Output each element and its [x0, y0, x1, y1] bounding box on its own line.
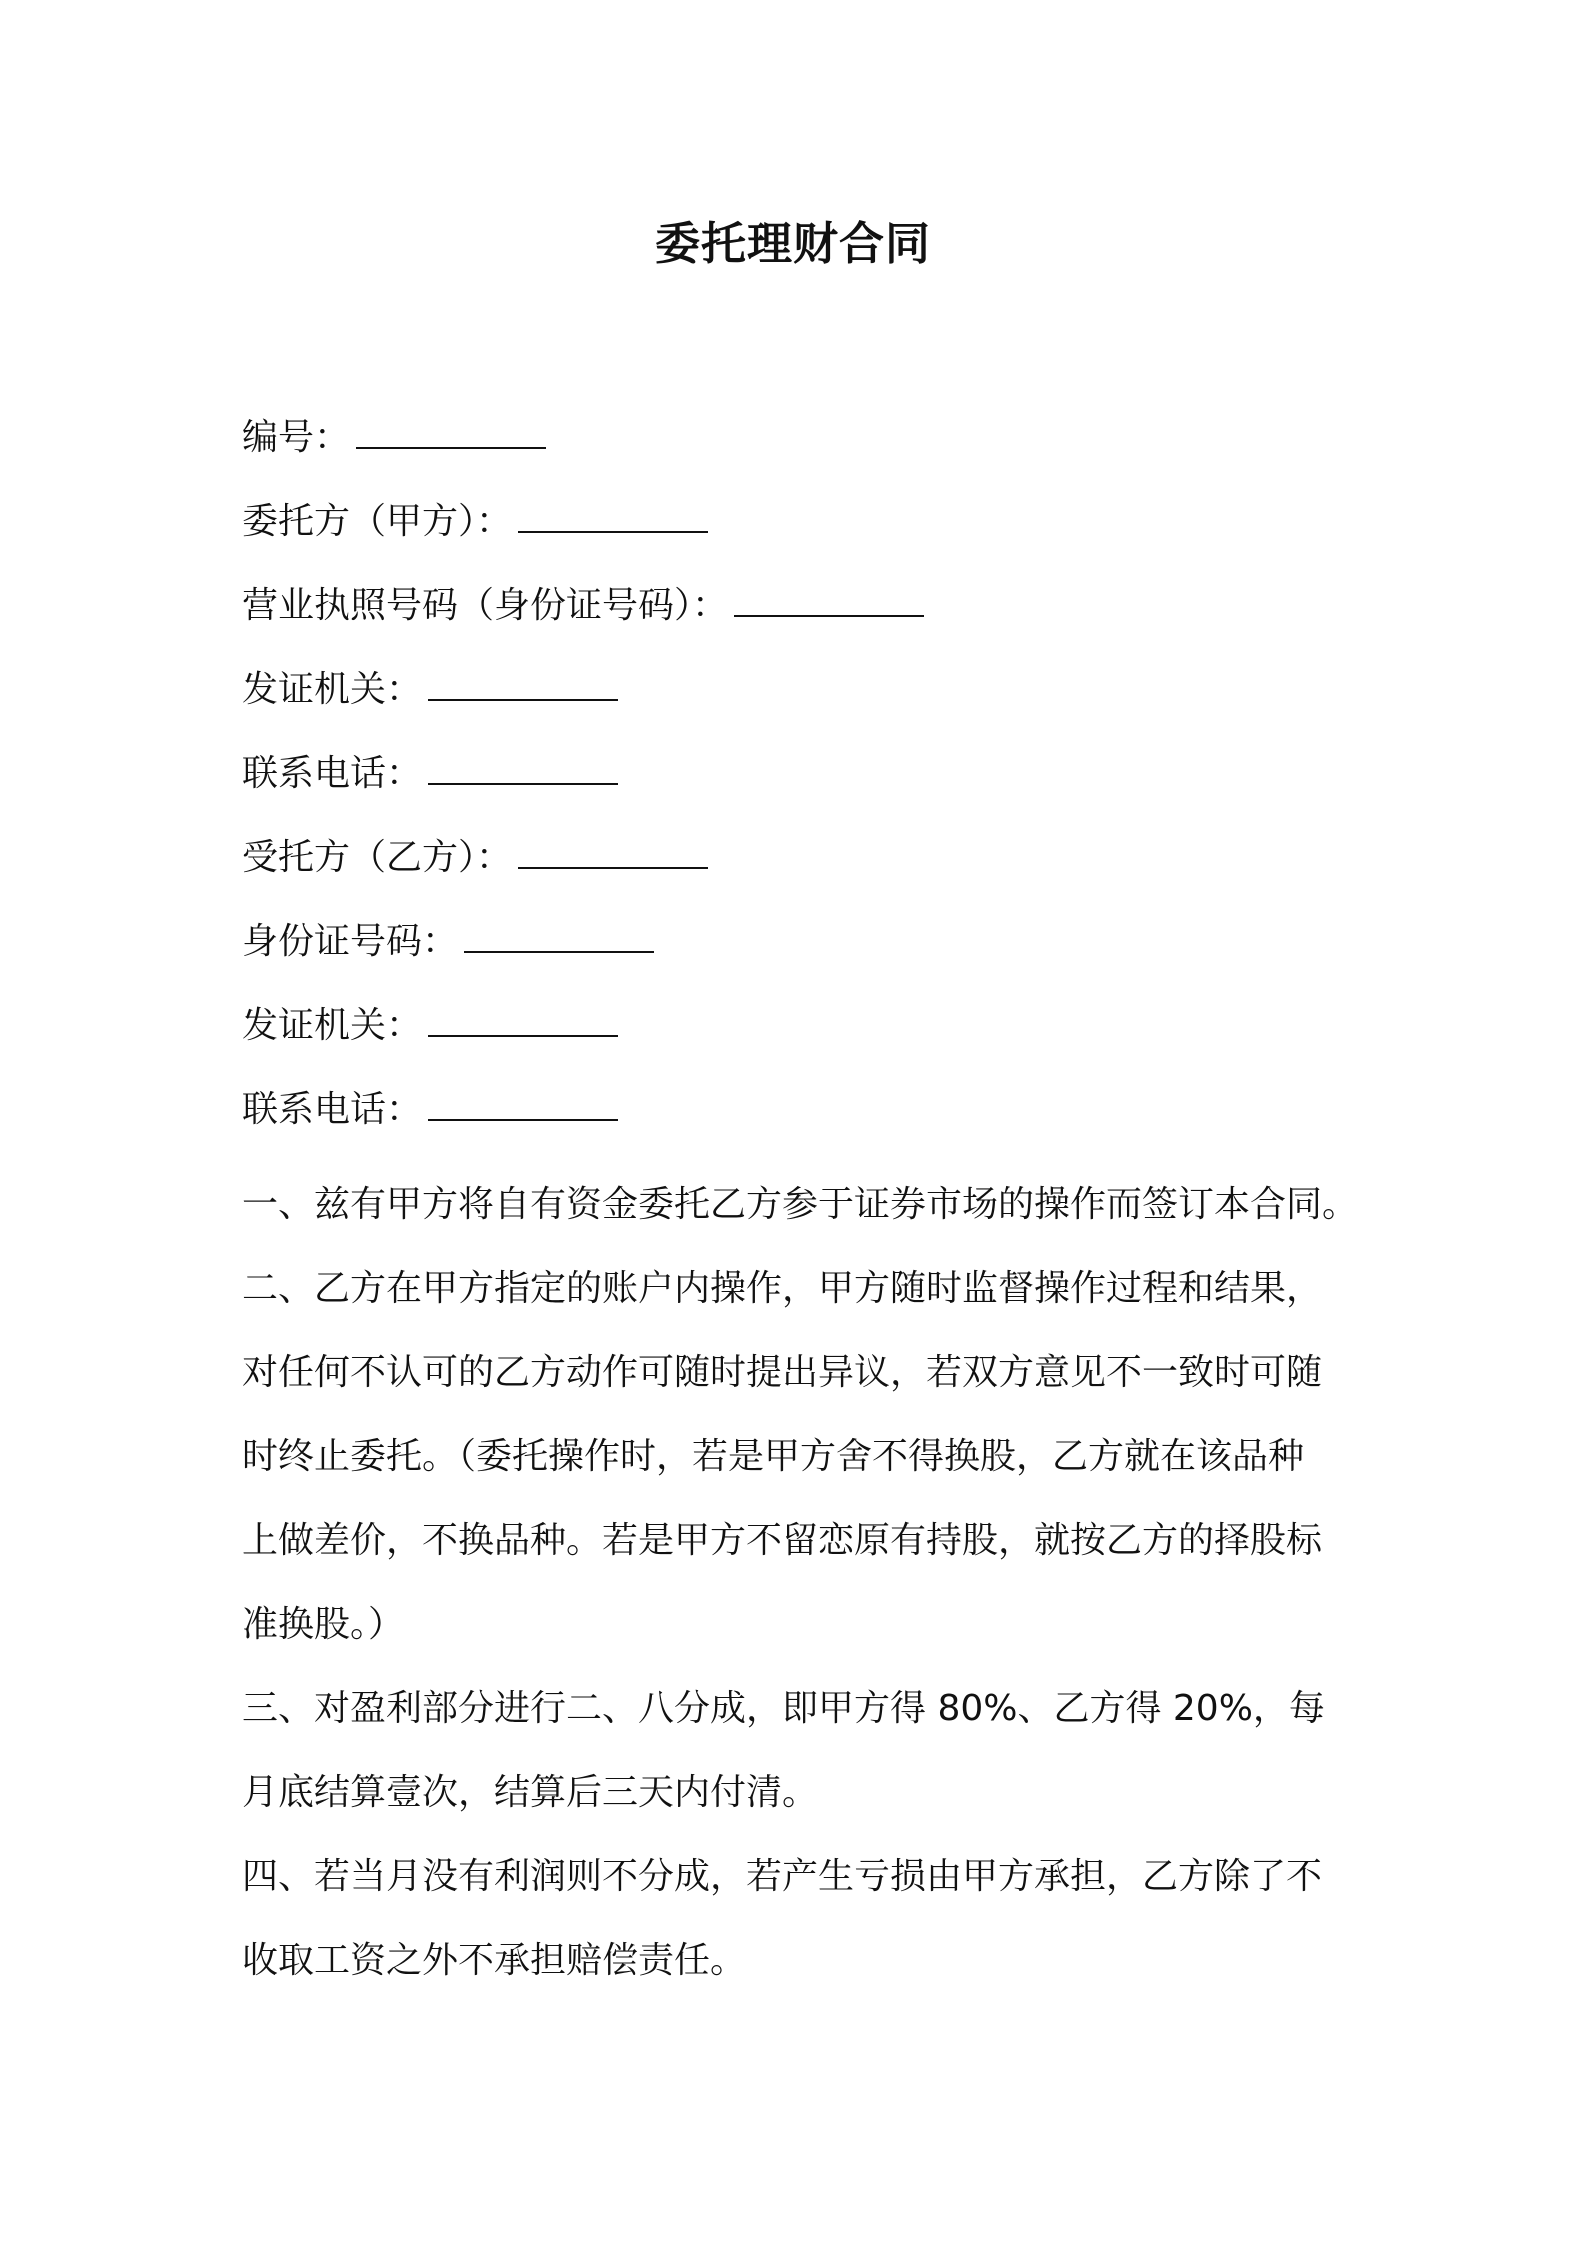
- fill-in-blank: [356, 407, 546, 449]
- document-title: 委托理财合同: [654, 217, 931, 270]
- clause-line: 准换股。）: [242, 1604, 405, 1645]
- field-party-b-issuing-authority: [242, 995, 1382, 1079]
- field-contract-number: [242, 407, 1382, 491]
- field-label: 发证机关：: [242, 1005, 423, 1046]
- party-info-fields: [242, 407, 1382, 1163]
- clause-line: 月底结算壹次，结算后三天内付清。: [242, 1772, 819, 1813]
- field-party-a-issuing-authority: [242, 659, 1382, 743]
- clause-line: 二、乙方在甲方指定的账户内操作，甲方随时监督操作过程和结果，: [242, 1268, 1323, 1309]
- field-label: 委托方（甲方）：: [242, 501, 513, 542]
- clause-2: [242, 1247, 1382, 1667]
- clause-4: [242, 1835, 1382, 2003]
- clause-line: 上做差价，不换品种。若是甲方不留恋原有持股，就按乙方的择股标: [242, 1520, 1323, 1561]
- clause-line: 收取工资之外不承担赔偿责任。: [242, 1940, 747, 1981]
- field-party-a: [242, 491, 1382, 575]
- field-label: 发证机关：: [242, 669, 423, 710]
- fill-in-blank: [428, 743, 618, 785]
- field-label: 联系电话：: [242, 1089, 423, 1130]
- fill-in-blank: [734, 575, 924, 617]
- field-label: 联系电话：: [242, 753, 423, 794]
- fill-in-blank: [428, 995, 618, 1037]
- clause-line: 三、对盈利部分进行二、八分成，即甲方得 80%、乙方得 20%，每: [242, 1688, 1325, 1729]
- contract-clauses: [242, 1163, 1382, 2003]
- clause-line: 四、若当月没有利润则不分成，若产生亏损由甲方承担，乙方除了不: [242, 1856, 1323, 1897]
- clause-line: 一、兹有甲方将自有资金委托乙方参于证券市场的操作而签订本合同。: [242, 1184, 1359, 1225]
- fill-in-blank: [518, 491, 708, 533]
- field-label: 身份证号码：: [242, 921, 459, 962]
- fill-in-blank: [464, 911, 654, 953]
- field-party-a-phone: [242, 743, 1382, 827]
- fill-in-blank: [428, 659, 618, 701]
- clause-1: [242, 1163, 1382, 1247]
- field-label: 受托方（乙方）：: [242, 837, 513, 878]
- field-party-b-id-number: [242, 911, 1382, 995]
- field-label: 编号：: [242, 417, 351, 458]
- field-party-b: [242, 827, 1382, 911]
- clause-line: 对任何不认可的乙方动作可随时提出异议，若双方意见不一致时可随: [242, 1352, 1323, 1393]
- field-party-b-phone: [242, 1079, 1382, 1163]
- clause-line: 时终止委托。（委托操作时，若是甲方舍不得换股，乙方就在该品种: [242, 1436, 1305, 1477]
- field-business-license-number: [242, 575, 1382, 659]
- fill-in-blank: [428, 1079, 618, 1121]
- fill-in-blank: [518, 827, 708, 869]
- field-label: 营业执照号码（身份证号码）：: [242, 585, 729, 626]
- clause-3: [242, 1667, 1382, 1835]
